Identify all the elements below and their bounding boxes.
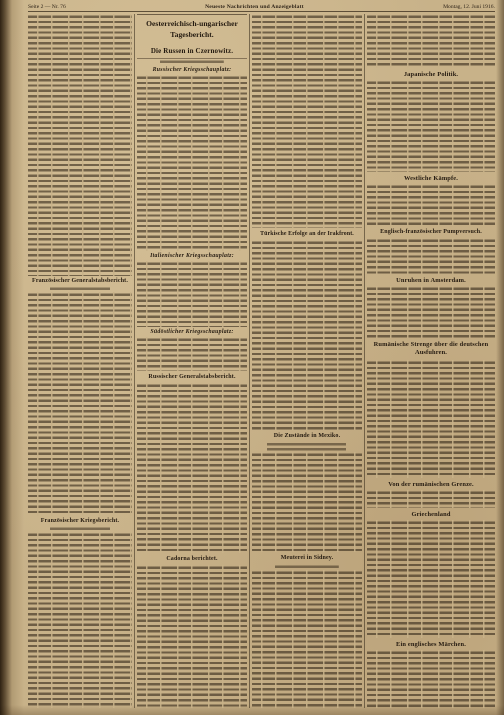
article-headline: Cadorna berichtet. bbox=[166, 556, 218, 562]
article-headline: Russischer Generalstabsbericht. bbox=[148, 374, 236, 380]
article-text bbox=[367, 360, 495, 478]
article-headline: Unruhen in Amsterdam. bbox=[396, 276, 466, 284]
section-heading: Russischer Kriegsschauplatz: bbox=[152, 67, 232, 73]
section-heading: Südöstlicher Kriegsschauplatz: bbox=[150, 329, 234, 335]
article-headline: Meuterei in Sidney. bbox=[280, 555, 334, 561]
article-text bbox=[367, 286, 495, 338]
article-text bbox=[367, 184, 495, 226]
article-subheadline: Die Russen in Czernowitz. bbox=[137, 44, 247, 59]
article-headline: Rumänische Strenge über die deutschen Ausfuhren. bbox=[373, 340, 489, 356]
article-text bbox=[137, 565, 247, 708]
article-headline: Französischer Generalstabsbericht. bbox=[32, 278, 128, 284]
article-text bbox=[252, 570, 362, 708]
article-headline: Ein englisches Märchen. bbox=[396, 640, 466, 648]
article-text bbox=[367, 14, 495, 68]
article-text bbox=[367, 238, 495, 274]
article-text bbox=[252, 14, 362, 228]
masthead: Neueste Nachrichten und Anzeigeblatt bbox=[205, 4, 304, 10]
article-text bbox=[367, 80, 495, 172]
article-subheadline bbox=[252, 442, 362, 452]
column-rule bbox=[364, 14, 365, 708]
article-text bbox=[252, 240, 362, 430]
article-text bbox=[252, 452, 362, 552]
article-headline: Englisch-französischer Pumpversuch. bbox=[380, 229, 482, 235]
column-rule bbox=[249, 14, 250, 708]
article-text bbox=[28, 292, 132, 516]
article-text bbox=[28, 14, 132, 276]
article-text bbox=[137, 383, 247, 553]
article-headline: Griechenland bbox=[411, 510, 451, 518]
article-text bbox=[28, 532, 132, 708]
column-1 bbox=[28, 14, 132, 708]
article-headline: Japanische Politik. bbox=[403, 70, 459, 78]
page-header bbox=[28, 3, 495, 12]
article-headline: Französischer Kriegsbericht. bbox=[40, 518, 120, 524]
article-text bbox=[367, 490, 495, 508]
article-text bbox=[137, 261, 247, 327]
article-text bbox=[137, 337, 247, 371]
page-number: Seite 2 — Nr. 76 bbox=[28, 4, 66, 10]
column-3 bbox=[252, 14, 362, 708]
article-headline: Türkische Erfolge an der Irakfront. bbox=[260, 231, 354, 237]
column-2 bbox=[137, 14, 247, 708]
column-rule bbox=[134, 14, 135, 708]
article-text bbox=[137, 75, 247, 251]
article-headline: Von der rumänischen Grenze. bbox=[388, 480, 474, 488]
lead-headline: Oesterreichisch-ungarischer Tagesbericht. bbox=[137, 14, 247, 44]
issue-date: Montag, 12. Juni 1916. bbox=[443, 4, 495, 10]
article-text bbox=[367, 650, 495, 708]
column-4 bbox=[367, 14, 495, 708]
article-text bbox=[367, 520, 495, 638]
article-headline: Westliche Kämpfe. bbox=[403, 174, 459, 182]
section-heading: Italienischer Kriegsschauplatz: bbox=[150, 253, 234, 259]
article-headline: Die Zustände in Mexiko. bbox=[273, 433, 341, 439]
